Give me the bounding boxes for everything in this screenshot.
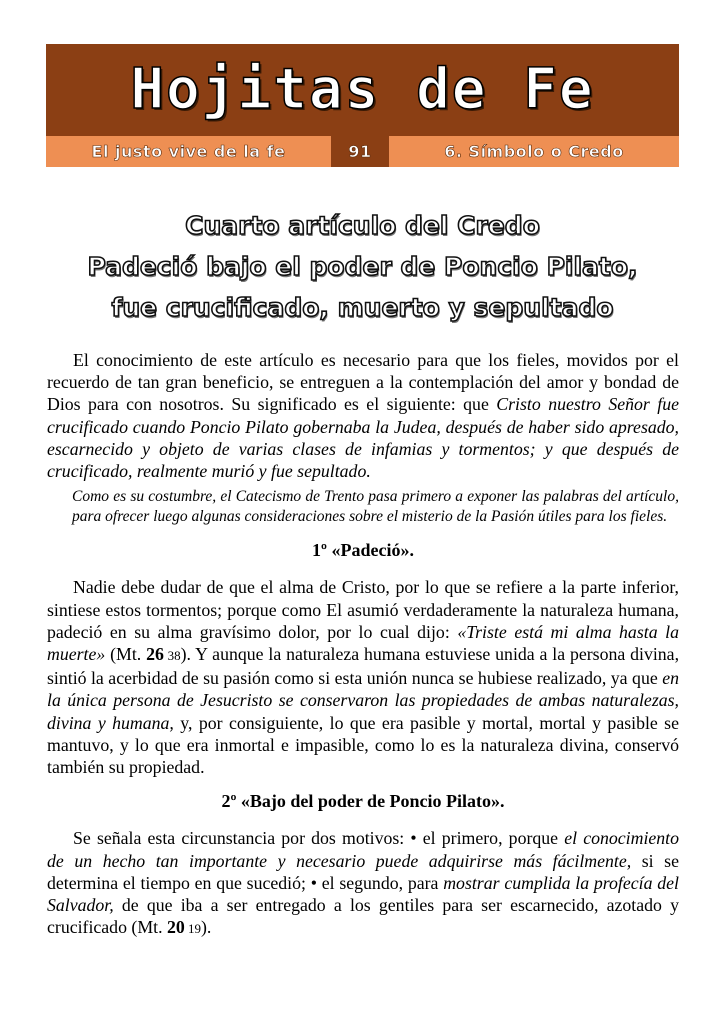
- section-2-paragraph: [47, 827, 679, 940]
- s1-quote: «Triste está mi alma hasta la muerte»: [47, 621, 679, 665]
- publication-title: Hojitas de Fe: [130, 57, 595, 122]
- header-subbar: [46, 136, 679, 167]
- s2-text-3: de que iba a ser entregado a los gentiles para ser escarnecido, azotado y crucificado (Mt.: [47, 895, 679, 938]
- s1-ref-open: (Mt.: [105, 644, 147, 665]
- intro-paragraph: [47, 349, 679, 482]
- s2-text-1: Se señala esta circunstancia por dos motivos: • el primero, porque: [73, 828, 565, 849]
- motto: El justo vive de la fe: [46, 136, 331, 167]
- s1-ref-chapter: 26: [146, 644, 164, 665]
- s2-ref-verse: 19: [184, 921, 202, 937]
- intro-note: Como es su costumbre, el Catecismo de Trento pasa primero a exponer las palabras del artículo, para ofrecer luego algunas consideraciones sobre el misterio de la Pasión útiles para los fieles.: [72, 488, 679, 526]
- article-title: [46, 205, 679, 328]
- s1-text-3: y, por consiguiente, lo que era pasible y mortal, mortal y pasible se mantuvo, y lo que era inmortal e impasible, como lo es la naturaleza divina, conservó también su propiedad.: [47, 712, 679, 778]
- title-line-2: Padeció bajo el poder de Poncio Pilato,: [87, 252, 638, 281]
- s1-italic-2: en la única persona de Jesucristo se conservaron las propiedades de ambas naturalezas, divina y humana,: [47, 668, 679, 733]
- s1-ref-verse: 38: [163, 648, 181, 664]
- intro-italic: Cristo nuestro Señor fue crucificado cuando Poncio Pilato gobernaba la Judea, después de haber sido apresado, escarnecido y objeto de varias clases de infamias y tormentos; y que después de crucificado, realmente murió y fue sepultado.: [47, 394, 679, 482]
- title-banner: [46, 44, 679, 136]
- s2-ref-chapter: 20: [166, 917, 185, 938]
- s2-text-2: si se determina el tiempo en que sucedió; • el segundo, para: [47, 850, 679, 893]
- title-line-1: Cuarto artículo del Credo: [185, 211, 540, 240]
- section-2-heading: 2º «Bajo del poder de Poncio Pilato».: [221, 791, 505, 812]
- s1-text-2: ). Y aunque la naturaleza humana estuviese unida a la persona divina, sintió la acerbidad de su pasión como si esta unión nunca se hubiese realizado, ya que: [47, 644, 680, 689]
- s2-text-4: ).: [201, 917, 212, 938]
- s2-italic-2: mostrar cumplida la profecía del Salvador,: [47, 872, 679, 916]
- s2-italic-1: el conocimiento de un hecho tan importante y necesario puede adquirirse más fácilmente,: [47, 828, 680, 871]
- section-1-paragraph: [47, 576, 679, 778]
- intro-text: El conocimiento de este artículo es necesario para que los fieles, movidos por el recuerdo de tan gran beneficio, se entreguen a la contemplación del amor y bondad de Dios para con nosotros. Su significado es el siguiente: que: [47, 350, 679, 415]
- section-1-heading: 1º «Padeció».: [312, 540, 414, 561]
- title-line-3: fue crucificado, muerto y sepultado: [111, 293, 614, 322]
- masthead: [46, 44, 679, 167]
- series-name: 6. Símbolo o Credo: [389, 136, 679, 167]
- issue-number: 91: [331, 136, 389, 167]
- article-body: [47, 349, 679, 940]
- s1-text-1: Nadie debe dudar de que el alma de Cristo, por lo que se refiere a la parte inferior, sintiese estos tormentos; porque como El asumió verdaderamente la naturaleza humana, padeció en su alma gravísimo dolor, por lo cual dijo:: [47, 577, 679, 642]
